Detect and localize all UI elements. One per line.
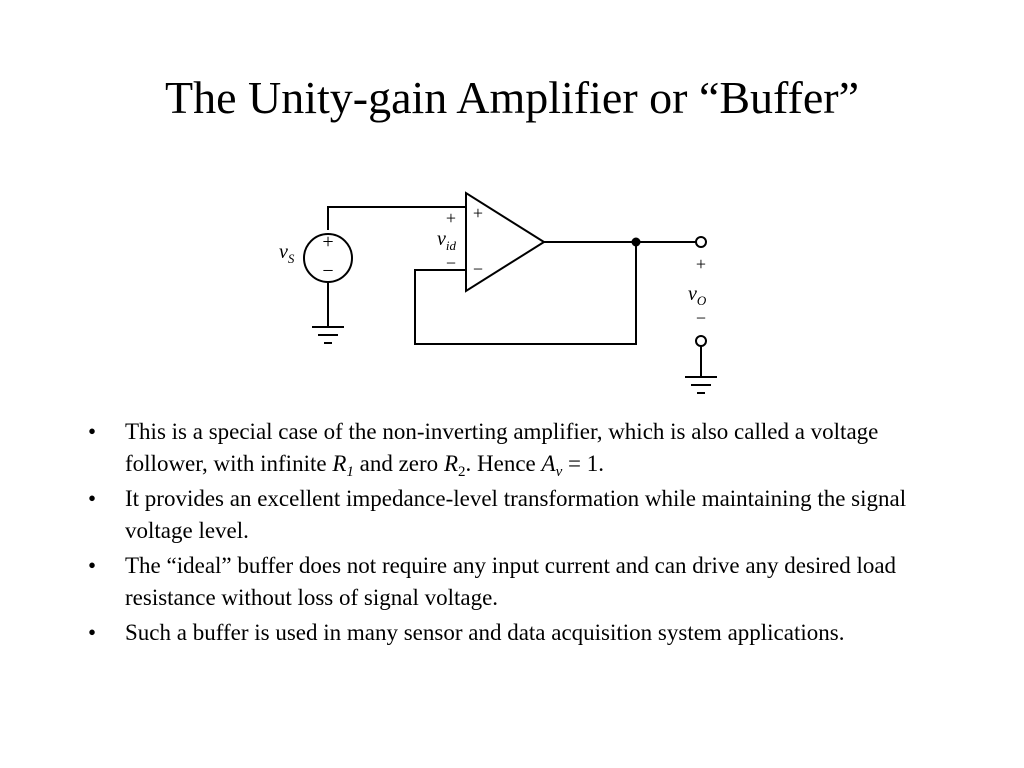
- bullet-item: [88, 617, 958, 649]
- vid-minus-sign: −: [445, 253, 457, 273]
- bullet-text: This is a special case of the non-inverting amplifier, which is also called a voltage follower, with infinite: [125, 419, 879, 476]
- bullet-text: = 1.: [562, 451, 604, 476]
- bullet-marker: •: [88, 553, 97, 578]
- source-label: $v_S$: [279, 241, 295, 266]
- r1-symbol: R: [332, 451, 347, 476]
- av-subscript: v: [555, 464, 563, 480]
- bullet-marker: •: [88, 419, 97, 444]
- bullet-marker: •: [88, 486, 97, 511]
- opamp-plus-input-sign: +: [472, 203, 484, 223]
- source-minus-sign: −: [322, 260, 334, 282]
- bullet-text: Such a buffer is used in many sensor and data acquisition system applications.: [125, 620, 845, 645]
- bullet-text: and zero: [353, 451, 444, 476]
- vid-plus-sign: +: [445, 208, 457, 228]
- unity-gain-buffer-circuit-diagram: [270, 180, 750, 400]
- output-terminal-bottom: [696, 336, 706, 346]
- bullet-list: [88, 416, 958, 652]
- bullet-item: [88, 416, 958, 480]
- ground-icon-output: [685, 377, 717, 393]
- av-symbol: A: [541, 451, 556, 476]
- r1-subscript: 1: [346, 464, 354, 480]
- bullet-marker: •: [88, 620, 97, 645]
- vid-label: $v_{id}$: [437, 228, 457, 253]
- r2-symbol: R: [443, 451, 458, 476]
- vo-minus-sign: −: [695, 308, 707, 328]
- output-terminal-top: [696, 237, 706, 247]
- bullet-text: . Hence: [465, 451, 542, 476]
- bullet-item: [88, 550, 958, 614]
- output-junction-dot: [632, 238, 641, 247]
- r2-subscript: 2: [458, 464, 466, 480]
- slide-title: The Unity-gain Amplifier or “Buffer”: [164, 72, 860, 123]
- vo-plus-sign: +: [695, 254, 707, 274]
- vo-label: $v_O$: [688, 283, 707, 308]
- ground-icon-source: [312, 327, 344, 343]
- opamp-minus-input-sign: −: [472, 259, 484, 279]
- bullet-item: [88, 483, 958, 547]
- bullet-text: The “ideal” buffer does not require any input current and can drive any desired load resistance without loss of signal voltage.: [125, 553, 897, 610]
- bullet-text: It provides an excellent impedance-level transformation while maintaining the signal voltage level.: [125, 486, 907, 543]
- source-plus-sign: +: [322, 231, 334, 253]
